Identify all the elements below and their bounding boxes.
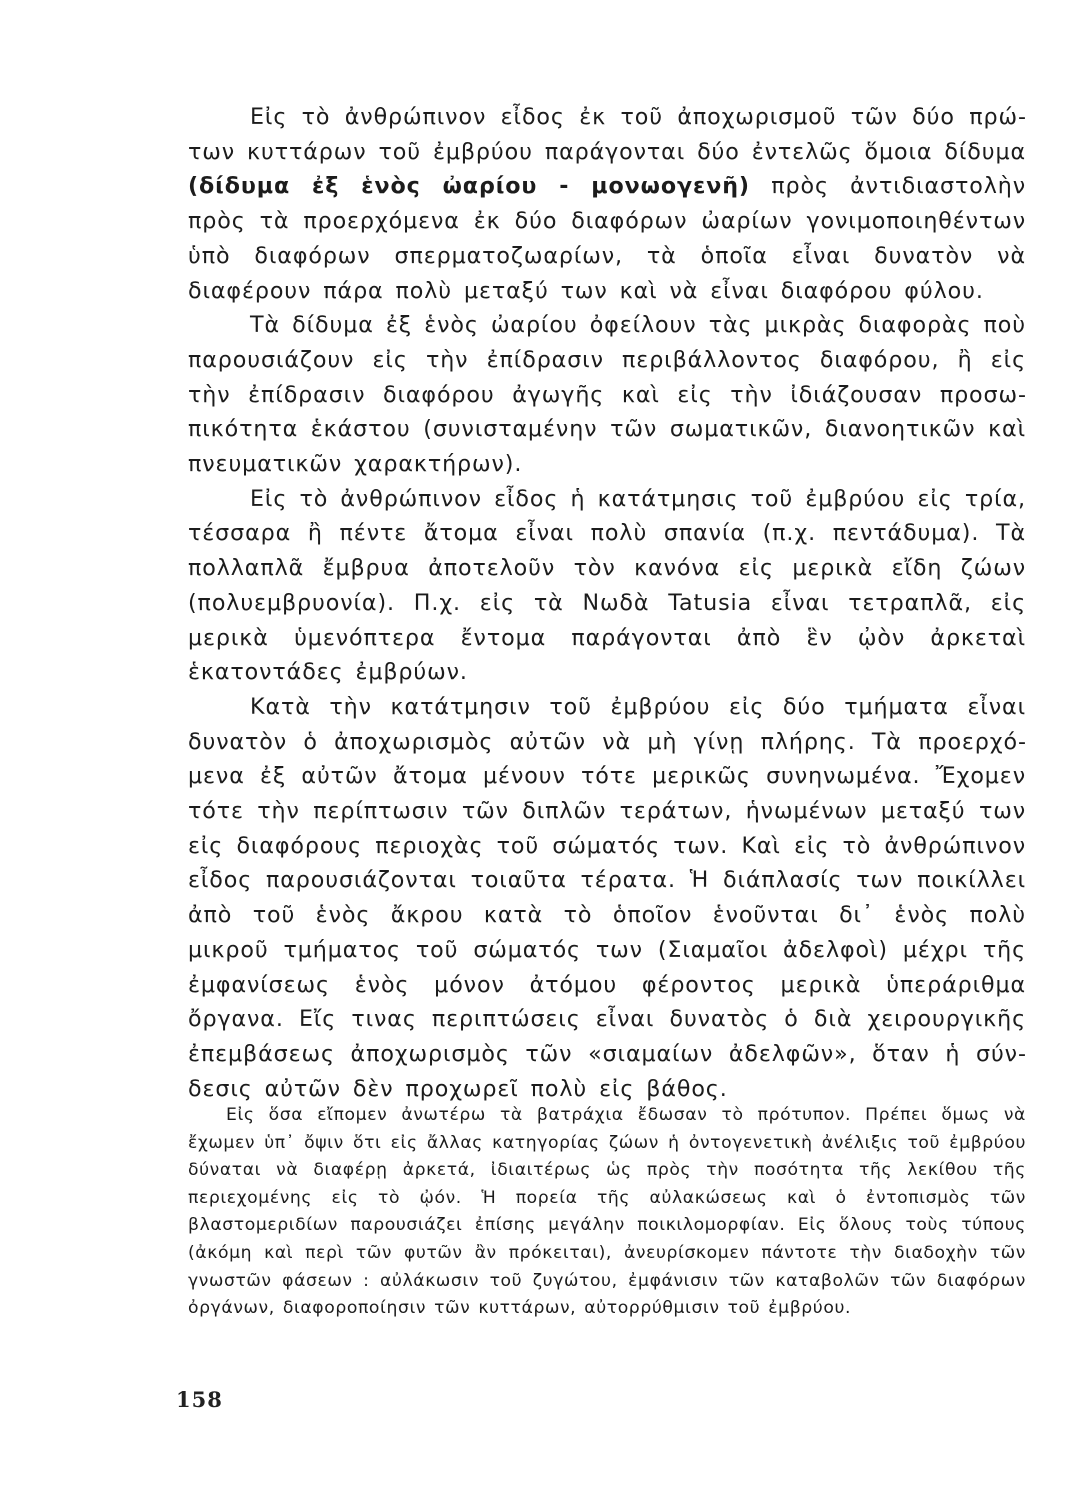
footnote: [188, 1102, 1026, 1323]
footnote-text: Εἰς ὅσα εἴπομεν ἀνωτέρω τὰ βατράχια ἔδωσαν τὸ πρότυπον. Πρέπει ὅμως νὰ ἔχωμεν ὑπ᾽ ὄψιν ὅτι εἰς ἄλλας κατηγορίας ζώων ἡ ὀντογενετικὴ ἀνέλιξις τοῦ ἐμβρύου δύναται νὰ διαφέρῃ ἀρκετά, ἰδιαιτέρως ὡς πρὸς τὴν ποσότητα τῆς λεκίθου τῆς περιεχομένης εἰς τὸ ᾠόν. Ἡ πορεία τῆς αὐλακώσεως καὶ ὁ ἐντοπισμὸς τῶν βλαστομεριδίων παρουσιάζει ἐπίσης μεγάλην ποικιλομορφίαν. Εἰς ὅλους τοὺς τύπους (ἀκόμη καὶ περὶ τῶν φυτῶν ἂν πρόκειται), ἀνευρίσκομεν πάντοτε τὴν διαδοχὴν τῶν γνωστῶν φάσεων : αὐλάκωσιν τοῦ ζυγώτου, ἐμφάνισιν τῶν καταβολῶν τῶν διαφόρων ὀργάνων, διαφοροποίησιν τῶν κυττάρων, αὐτορρύθμισιν τοῦ ἐμβρύου.: [188, 1105, 1026, 1319]
paragraph-1: [188, 100, 1026, 308]
paragraph-3: Εἰς τὸ ἀνθρώπινον εἶδος ἡ κατάτμησις τοῦ ἐμβρύου εἰς τρία, τέσσαρα ἢ πέντε ἄτομα εἶναι πολὺ σπανία (π.χ. πεντάδυμα). Τὰ πολλαπλᾶ ἔμβρυα ἀποτελοῦν τὸν κανόνα εἰς μερικὰ εἴδη ζώων (πολυεμβρυονία). Π.χ. εἰς τὰ Νωδὰ Tatusia εἶναι τετραπλᾶ, εἰς μερικὰ ὑμενόπτερα ἔντομα παράγονται ἀπὸ ἓν ᾠὸν ἀρκεταὶ ἑκατοντάδες ἐμβρύων.: [188, 485, 1026, 686]
bold-term: (δίδυμα ἐξ ἑνὸς ὠαρίου - μονωογενῆ): [188, 173, 750, 200]
paragraph-4: Κατὰ τὴν κατάτμησιν τοῦ ἐμβρύου εἰς δύο τμήματα εἶναι δυνατὸν ὁ ἀποχωρισμὸς αὐτῶν νὰ μὴ γίνῃ πλήρης. Τὰ προερχόμενα ἐξ αὐτῶν ἄτομα μένουν τότε μερικῶς συνηνωμένα. Ἔχομεν τότε τὴν περίπτωσιν τῶν διπλῶν τεράτων, ἡνωμένων μεταξύ των εἰς διαφόρους περιοχὰς τοῦ σώματός των. Καὶ εἰς τὸ ἀνθρώπινον εἶδος παρουσιάζονται τοιαῦτα τέρατα. Ἡ διάπλασίς των ποικίλλει ἀπὸ τοῦ ἑνὸς ἄκρου κατὰ τὸ ὁποῖον ἑνοῦνται δι᾽ ἑνὸς πολὺ μικροῦ τμήματος τοῦ σώματός των (Σιαμαῖοι ἀδελφοὶ) μέχρι τῆς ἐμφανίσεως ἑνὸς μόνον ἀτόμου φέροντος μερικὰ ὑπεράριθμα ὄργανα. Εἴς τινας περιπτώσεις εἶναι δυνατὸς ὁ διὰ χειρουργικῆς ἐπεμβάσεως ἀποχωρισμὸς τῶν «σιαμαίων ἀδελφῶν», ὅταν ἡ σύνδεσις αὐτῶν δὲν προχωρεῖ πολὺ εἰς βάθος.: [188, 693, 1026, 1102]
main-text: [188, 100, 1026, 1106]
paragraph-2: Τὰ δίδυμα ἐξ ἑνὸς ὠαρίου ὀφείλουν τὰς μικρὰς διαφορὰς ποὺ παρουσιάζουν εἰς τὴν ἐπίδρασιν περιβάλλοντος διαφόρου, ἢ εἰς τὴν ἐπίδρασιν διαφόρου ἀγωγῆς καὶ εἰς τὴν ἰδιάζουσαν προσωπικότητα ἑκάστου (συνισταμένην τῶν σωματικῶν, διανοητικῶν καὶ πνευματικῶν χαρακτήρων).: [188, 312, 1026, 478]
paragraph-1-text-start: Εἰς τὸ ἀνθρώπινον εἶδος ἐκ τοῦ ἀποχωρισμοῦ τῶν δύο πρώτων κυττάρων τοῦ ἐμβρύου παράγονται δύο ἐντελῶς ὅμοια δίδυμα: [188, 104, 1026, 165]
page-number: 158: [176, 1387, 223, 1412]
paragraph-1-text-end: πρὸς ἀντιδιαστολὴν πρὸς τὰ προερχόμενα ἐκ δύο διαφόρων ὠαρίων γονιμοποιηθέντων ὑπὸ διαφόρων σπερματοζωαρίων, τὰ ὁποῖα εἶναι δυνατὸν νὰ διαφέρουν πάρα πολὺ μεταξύ των καὶ νὰ εἶναι διαφόρου φύλου.: [188, 173, 1027, 304]
